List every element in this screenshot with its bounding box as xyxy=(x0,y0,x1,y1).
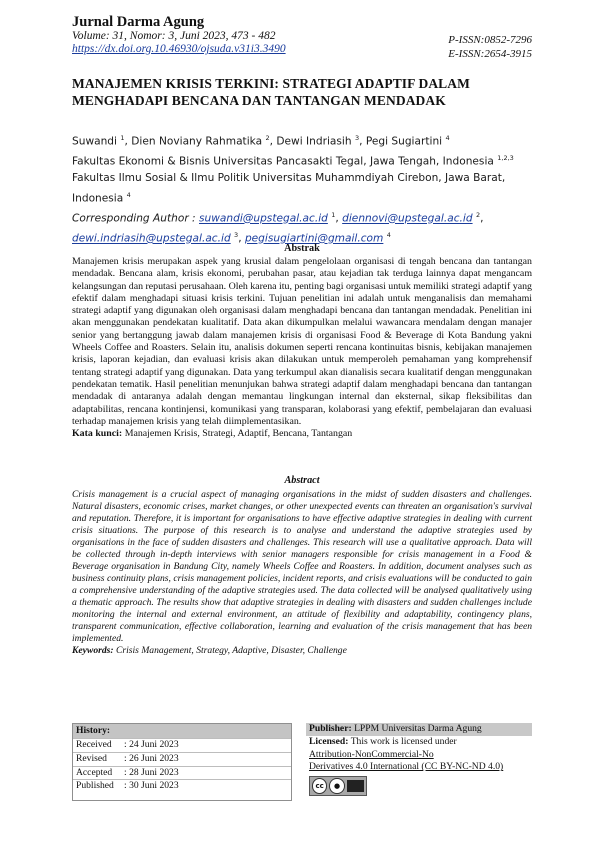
author-sup: 4 xyxy=(445,134,450,142)
keywords-text: Crisis Management, Strategy, Adaptive, Disaster, Challenge xyxy=(115,645,347,656)
author-sup: 3 xyxy=(354,134,360,142)
history-heading: History: xyxy=(73,724,291,738)
cc-license-badge[interactable] xyxy=(309,776,367,796)
corresponding-label: Corresponding Author : xyxy=(72,212,196,225)
cc-icon: cc xyxy=(312,778,327,794)
history-row xyxy=(73,779,291,793)
abstract-keywords xyxy=(72,645,532,657)
abstract-heading: Abstract xyxy=(284,475,320,486)
affiliation-1 xyxy=(72,150,534,170)
license-link[interactable]: Attribution-NonCommercial-No xyxy=(309,748,434,760)
history-row xyxy=(73,766,291,780)
keywords-label: Kata kunci: xyxy=(72,428,123,440)
author-name: Dewi Indriasih xyxy=(276,135,352,148)
title-line-2: MENGHADAPI BENCANA DAN TANTANGAN MENDADAK xyxy=(72,92,446,108)
license-link-2[interactable]: Derivatives 4.0 International (CC BY-NC-ND 4.0) xyxy=(309,761,504,773)
author-name: Suwandi xyxy=(72,135,117,148)
author-block xyxy=(72,130,534,247)
keywords-text: Manajemen Krisis, Strategi, Adaptif, Bencana, Tantangan xyxy=(124,428,353,440)
history-label: Accepted xyxy=(76,766,113,778)
by-icon: ● xyxy=(329,778,344,794)
email-sup: 1 xyxy=(331,210,336,219)
licensed-text: This work is licensed under xyxy=(350,735,457,747)
keywords-label: Keywords: xyxy=(72,645,114,656)
email-sup: 3 xyxy=(234,231,239,240)
journal-header xyxy=(72,14,402,56)
history-value: : 26 Juni 2023 xyxy=(124,752,179,764)
affiliation-sup: 4 xyxy=(126,190,131,199)
publication-box xyxy=(306,723,532,796)
affiliation-2 xyxy=(72,170,534,207)
volume-line: Volume: 31, Nomor: 3, Juni 2023, 473 - 482 xyxy=(72,30,276,42)
publisher-line xyxy=(306,723,532,736)
license-badge-bar-icon xyxy=(347,780,364,792)
email-sup: 4 xyxy=(386,231,391,240)
licensed-label: Licensed: xyxy=(309,735,349,747)
history-value: : 24 Juni 2023 xyxy=(124,739,179,750)
title-line-1: MANAJEMEN KRISIS TERKINI: STRATEGI ADAPTIF DALAM xyxy=(72,76,470,91)
affiliation-text: Fakultas Ilmu Sosial & Ilmu Politik Universitas Muhammdiyah Cirebon, Jawa Barat, Indonesia xyxy=(72,172,506,205)
issn-block xyxy=(432,34,532,61)
publisher-label: Publisher: xyxy=(309,723,352,734)
abstrak-keywords xyxy=(72,428,532,440)
article-title xyxy=(72,76,532,109)
publisher-name: LPPM Universitas Darma Agung xyxy=(354,723,482,734)
history-box xyxy=(72,723,292,801)
corresponding-author: Corresponding Author : suwandi@upstegal.ac.id $^1$, diennovi@upstegal.ac.id $^2$, dewi.indriasih@upstegal.ac.id $^3$, pegisugiartini@gmail.com $^4$ xyxy=(72,210,484,245)
p-issn: P-ISSN:0852-7296 xyxy=(448,34,532,46)
history-value: : 30 Juni 2023 xyxy=(124,780,179,792)
history-label: Published xyxy=(76,780,114,792)
affiliation-text: Fakultas Ekonomi & Bisnis Universitas Pancasakti Tegal, Jawa Tengah, Indonesia xyxy=(72,155,494,168)
email-link[interactable]: pegisugiartini@gmail.com xyxy=(244,232,384,245)
affiliation-sup: 1,2,3 xyxy=(497,154,514,163)
history-row xyxy=(73,738,291,752)
e-issn: E-ISSN:2654-3915 xyxy=(448,47,532,60)
author-names: Suwandi $^1$, Dien Noviany Rahmatika $^2$, Dewi Indriasih $^3$, Pegi Sugiartini $^4$ xyxy=(72,134,450,148)
doi-link[interactable]: https://dx.doi.org.10.46930/ojsuda.v31i3.3490 xyxy=(72,43,286,55)
author-name: Dien Noviany Rahmatika xyxy=(131,135,263,148)
abstrak-heading: Abstrak xyxy=(284,243,320,254)
author-sup: 2 xyxy=(265,134,270,142)
abstract-text: Crisis management is a crucial aspect of managing organisations in the midst of sudden disasters and challenges. Natural disasters, economic crises, market changes, or other unexpected events can threaten an organisation's survival and reputation. Therefore, it is important for organisations to have effective adaptive strategies in dealing with current crisis situations. The purpose of this research is to analyse and understand the adaptive strategies used by organisations in the face of sudden disasters and challenges. This research will use a qualitative approach. Data will be collected through in-depth interviews with senior managers responsible for crisis management in a Food & Beverage organisation in Bandung City, namely Wheels Coffee and Roasters. In addition, document analyses such as business continuity plans, crisis management policies, incident reports, and crisis evaluations will be conducted to gain a comprehensive understanding of the adaptive strategies used. The data collected will be analysed qualitatively using a thematic approach. The results show that adaptive strategies in dealing with disasters and sudden challenges include monitoring the internal and external environment, an attitude of flexibility and adaptability, contingency plans, transparent communication, effective collaboration, learning and evaluation of the crisis management that has been implemented. xyxy=(72,489,532,644)
history-row xyxy=(73,752,291,766)
journal-title: Jurnal Darma Agung xyxy=(72,14,205,30)
email-link[interactable]: dewi.indriasih@upstegal.ac.id xyxy=(72,232,231,245)
email-sup: 2 xyxy=(475,210,481,219)
history-value: : 28 Juni 2023 xyxy=(124,766,179,778)
abstrak-text: Manajemen krisis merupakan aspek yang krusial dalam pengelolaan organisasi di tengah bencana dan tantangan mendadak. Bencana alam, krisis ekonomi, perubahan pasar, atau kejadian tak terduga lainnya dapat mengancam kelangsungan dan reputasi perusahaan. Oleh karena itu, penting bagi organisasi untuk memiliki strategi adaptif yang efektif dalam menghadapi situasi krisis terkini. Tujuan penelitian ini adalah untuk menganalisis dan memahami strategi adaptif yang digunakan oleh organisasi dalam menghadapi bencana dan tantangan mendadak. Penelitian ini akan menggunakan pendekatan kualitatif. Data akan dikumpulkan melalui wawancara mendalam dengan manajer senior yang bertanggung jawab dalam manajemen krisis di organisasi Food & Beverage di Kota Bandung yakni Wheels Coffee and Roasters. Selain itu, analisis dokumen seperti rencana kontinuitas bisnis, kebijakan manajemen krisis, laporan kejadian, dan evaluasi krisis akan dilakukan untuk memperoleh pemahaman yang komprehensif tentang strategi adaptif yang digunakan. Data yang terkumpul akan dianalisis secara kualitatif dengan menggunakan pendekatan tematik. Hasil penelitian menunjukan bahwa strategi adaptif dalam menghadapi bencana dan tantangan mendadak di antaranya adalah dengan memantau lingkungan internal dan eksternal, sikap fleksibilitas dan adaptabilitas, rencana kontinjensi, komunikasi yang transparan, kolaborasi yang efektif, pembelajaran dan evaluasi terhadap manajemen krisis yang telah diimplementasikan. xyxy=(72,256,532,427)
licensed-line xyxy=(306,736,532,749)
abstract-body xyxy=(72,489,532,657)
author-sup: 1 xyxy=(120,134,125,142)
abstrak-body xyxy=(72,256,532,440)
history-label: Revised xyxy=(76,752,107,764)
email-link[interactable]: diennovi@upstegal.ac.id xyxy=(342,212,473,225)
author-name: Pegi Sugiartini xyxy=(365,135,443,148)
email-link[interactable]: suwandi@upstegal.ac.id xyxy=(199,212,328,225)
history-label: Received xyxy=(76,739,112,750)
